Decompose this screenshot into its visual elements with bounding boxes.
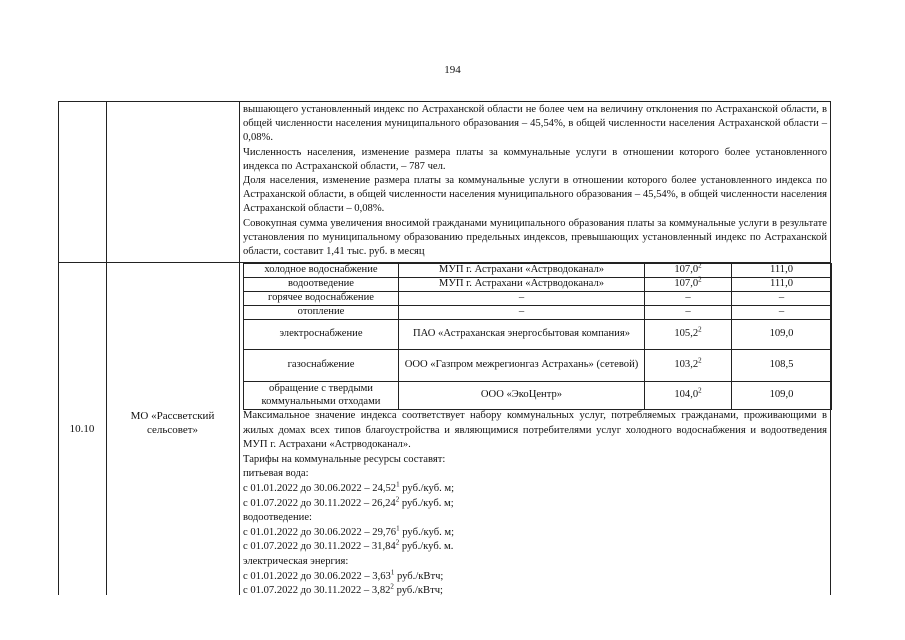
max-index-paragraph: Максимальное значение индекса соответствует набору коммунальных услуг, потребляемых гражданами, проживающими в жилых домах всех типов благоустройства и являющимися потребителями услуг холодного водоснабжения и водоотведения МУП г. Астрахани «Астрводоканал».	[243, 410, 827, 451]
sewer-tariff-2: с 01.07.2022 до 30.11.2022 – 31,84$^2$ руб./куб. м.	[243, 538, 454, 553]
service-limit: 111,0	[732, 264, 832, 278]
service-limit: –	[732, 292, 832, 306]
service-index: 107,0$^2$	[645, 278, 732, 292]
service-limit: 109,0	[732, 320, 832, 350]
service-limit: –	[732, 306, 832, 320]
service-provider: ООО «Газпром межрегионгаз Астрахань» (сетевой)	[399, 350, 645, 382]
table-row	[244, 292, 832, 306]
service-name: газоснабжение	[244, 350, 399, 382]
power-tariff-1: с 01.01.2022 до 30.06.2022 – 3,63$^1$ руб./кВтч;	[243, 568, 444, 582]
paragraph-population-share: Доля населения, изменение размера платы за коммунальные услуги в отношении которого более установленного индекса по Астраханской области, в общей численности населения муниципального образования – 45,54%, в общей численности населения Астраханской области – 0,08%.	[243, 175, 827, 215]
municipality-name-line-1: МО «Рассветский	[130, 410, 215, 422]
service-provider: –	[399, 292, 645, 306]
table-row	[244, 320, 832, 350]
service-limit: 111,0	[732, 278, 832, 292]
service-provider: ПАО «Астраханская энергосбытовая компания»	[399, 320, 645, 350]
service-name: водоотведение	[244, 278, 399, 292]
paragraph-population-count: Численность населения, изменение размера платы за коммунальные услуги в отношении которого более установленного индекса по Астраханской области, – 787 чел.	[243, 146, 827, 172]
paragraph-total-increase: Совокупная сумма увеличения вносимой гражданами муниципального образования платы за коммунальные услуги в результате установления по муниципальному образованию предельных индексов, превышающих установленный индекс по Астраханской области, составит 1,41 тыс. руб. в месяц	[243, 217, 827, 258]
service-limit: 108,5	[732, 350, 832, 382]
service-name: обращение с твердыми коммунальными отходами	[244, 382, 399, 410]
service-name: горячее водоснабжение	[244, 292, 399, 306]
water-heading: питьевая вода:	[243, 468, 309, 480]
service-index: 104,0$^2$	[645, 382, 732, 410]
column-divider-mo	[239, 101, 240, 595]
water-tariff-2: с 01.07.2022 до 30.11.2022 – 26,24$^2$ руб./куб. м;	[243, 495, 454, 509]
municipality-name	[106, 409, 239, 437]
service-index: 103,2$^2$	[645, 350, 732, 382]
service-index: –	[645, 306, 732, 320]
service-provider: МУП г. Астрахани «Астрводоканал»	[399, 278, 645, 292]
paragraph-exceeding-index: вышающего установленный индекс по Астраханской области не более чем на величину отклонения по Астраханской области, в общей численности населения муниципального образования – 45,54%, в общей численности населения Астраханской области – 0,08%.	[243, 104, 827, 144]
column-divider-number	[106, 101, 107, 595]
service-index: –	[645, 292, 732, 306]
service-index: 105,2$^2$	[645, 320, 732, 350]
table-row	[244, 278, 832, 292]
table-row	[244, 306, 832, 320]
service-provider: ООО «ЭкоЦентр»	[399, 382, 645, 410]
power-heading: электрическая энергия:	[243, 555, 349, 567]
table-row	[244, 382, 832, 410]
water-tariff-1: с 01.01.2022 до 30.06.2022 – 24,52$^1$ руб./куб. м;	[243, 480, 455, 494]
sewer-heading: водоотведение:	[243, 512, 312, 524]
municipality-name-line-2: сельсовет»	[146, 424, 199, 436]
table-row	[244, 264, 832, 278]
service-name: электроснабжение	[244, 320, 399, 350]
service-provider: –	[399, 306, 645, 320]
service-limit: 109,0	[732, 382, 832, 410]
service-index: 107,0$^2$	[645, 264, 732, 278]
sewer-tariff-1: с 01.01.2022 до 30.06.2022 – 29,76$^1$ руб./куб. м;	[243, 524, 455, 538]
service-name: отопление	[244, 306, 399, 320]
power-tariff-2: с 01.07.2022 до 30.11.2022 – 3,82$^2$ руб./кВтч;	[243, 582, 443, 597]
services-table	[243, 263, 832, 410]
page-number: 194	[444, 64, 461, 76]
row-number: 10.10	[69, 423, 95, 435]
tariffs-heading: Тарифы на коммунальные ресурсы составят:	[243, 453, 446, 465]
continued-text-block	[243, 103, 827, 259]
table-row	[244, 350, 832, 382]
tariffs-text-block	[243, 409, 827, 599]
service-name: холодное водоснабжение	[244, 264, 399, 278]
service-provider: МУП г. Астрахани «Астрводоканал»	[399, 264, 645, 278]
